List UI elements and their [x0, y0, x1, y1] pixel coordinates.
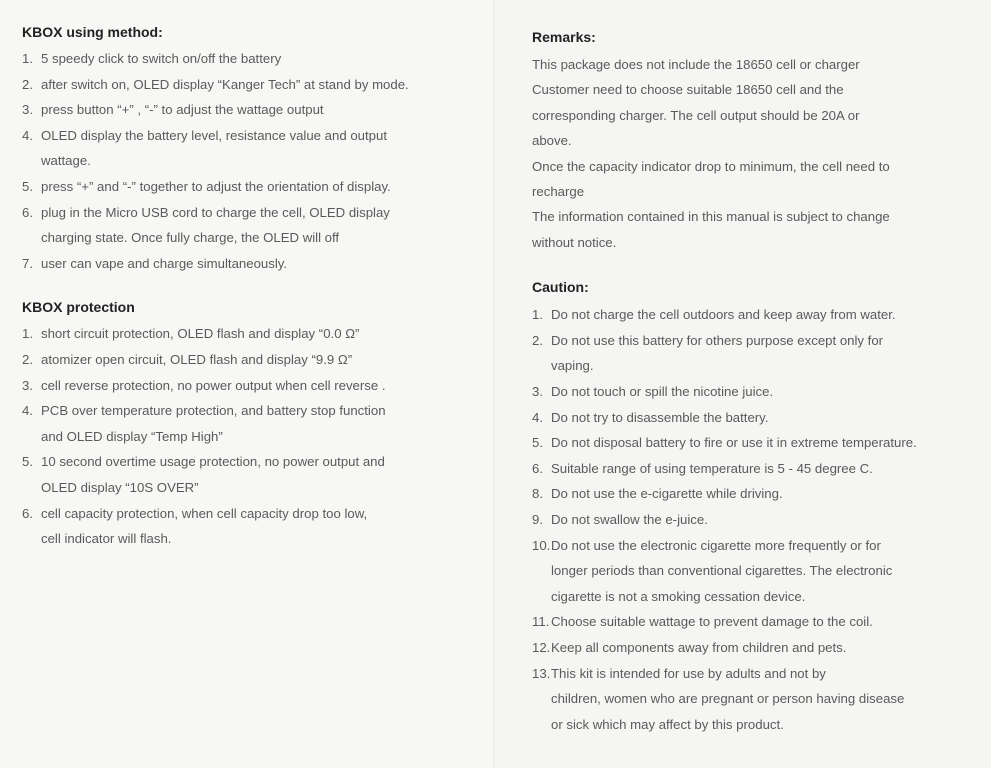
- list-item: [532, 481, 982, 507]
- remarks-line: Customer need to choose suitable 18650 cell and the: [532, 82, 844, 98]
- list-item-text: cigarette is not a smoking cessation device.: [551, 588, 806, 604]
- list-item-number: 4.: [532, 409, 543, 425]
- caution-title: Caution:: [532, 279, 589, 296]
- list-item-text: after switch on, OLED display “Kanger Tech” at stand by mode.: [41, 76, 409, 92]
- list-item-text: cell indicator will flash.: [41, 531, 172, 547]
- list-item: [532, 533, 982, 559]
- list-item-number: 2.: [22, 351, 33, 367]
- usage-list: [22, 46, 482, 276]
- list-item: [22, 123, 482, 149]
- list-item-text: cell reverse protection, no power output when cell reverse .: [41, 377, 386, 393]
- list-item-number: 3.: [22, 377, 33, 393]
- list-item-continuation: [532, 584, 982, 610]
- list-item-text: charging state. Once fully charge, the OLED will off: [41, 230, 340, 246]
- list-item: [532, 379, 982, 405]
- remarks-body: [532, 52, 982, 255]
- remarks-line: above.: [532, 133, 572, 149]
- list-item: [22, 72, 482, 98]
- list-item: [532, 661, 982, 687]
- list-item-number: 2.: [22, 76, 33, 92]
- remarks-line: corresponding charger. The cell output should be 20A or: [532, 107, 860, 123]
- list-item-continuation: [532, 353, 982, 379]
- list-item: [22, 398, 482, 424]
- list-item-text: atomizer open circuit, OLED flash and display “9.9 Ω”: [41, 351, 353, 367]
- list-item: [532, 456, 982, 482]
- list-item-text: Keep all components away from children and pets.: [551, 639, 847, 655]
- list-item-continuation: [532, 712, 982, 738]
- list-item-text: vaping.: [551, 358, 594, 374]
- list-item-text: wattage.: [41, 153, 91, 169]
- right-column: [532, 29, 982, 737]
- list-item-text: children, women who are pregnant or person having disease: [551, 691, 905, 707]
- list-item-number: 8.: [532, 486, 543, 502]
- list-item: [22, 97, 482, 123]
- list-item-text: user can vape and charge simultaneously.: [41, 255, 288, 271]
- list-item: [532, 430, 982, 456]
- remarks-line: without notice.: [532, 234, 617, 250]
- list-item-text: cell capacity protection, when cell capacity drop too low,: [41, 505, 368, 521]
- list-item: [22, 501, 482, 527]
- list-item: [532, 302, 982, 328]
- left-page: [0, 0, 495, 768]
- list-item-text: Do not use this battery for others purpose except only for: [551, 332, 884, 348]
- list-item-number: 12.: [532, 639, 551, 655]
- list-item-text: or sick which may affect by this product.: [551, 716, 784, 732]
- list-item: [532, 507, 982, 533]
- list-item: [22, 200, 482, 226]
- list-item-number: 9.: [532, 512, 543, 527]
- list-item-continuation: [22, 526, 482, 552]
- list-item-text: Do not use the electronic cigarette more frequently or for: [551, 537, 881, 553]
- list-item: [22, 373, 482, 399]
- list-item-text: 5 speedy click to switch on/off the battery: [41, 51, 282, 66]
- list-item-number: 6.: [22, 505, 33, 521]
- list-item-number: 11.: [532, 614, 550, 630]
- list-item: [22, 46, 482, 72]
- list-item-number: 6.: [22, 204, 33, 220]
- list-item-continuation: [22, 148, 482, 174]
- usage-title: KBOX using method:: [22, 24, 163, 40]
- list-item-text: and OLED display “Temp High”: [41, 428, 223, 444]
- list-item-text: Do not use the e-cigarette while driving.: [551, 486, 783, 502]
- list-item: [532, 405, 982, 431]
- list-item-text: press button “+” , “-” to adjust the wattage output: [41, 102, 324, 118]
- list-item-text: OLED display “10S OVER”: [41, 479, 199, 495]
- remarks-title: Remarks:: [532, 29, 596, 45]
- list-item: [22, 449, 482, 475]
- remarks-line: Once the capacity indicator drop to minimum, the cell need to: [532, 158, 890, 174]
- list-item-continuation: [532, 558, 982, 584]
- caution-list: [532, 302, 982, 737]
- list-item-number: 4.: [22, 403, 33, 419]
- list-item-text: Do not touch or spill the nicotine juice.: [551, 384, 774, 400]
- list-item-continuation: [22, 475, 482, 501]
- protection-list: [22, 321, 482, 551]
- list-item-text: Do not disposal battery to fire or use it in extreme temperature.: [551, 435, 917, 451]
- list-item-text: longer periods than conventional cigarettes. The electronic: [551, 563, 893, 579]
- list-item-number: 6.: [532, 460, 543, 476]
- list-item-number: 5.: [22, 178, 33, 194]
- list-item-continuation: [22, 424, 482, 450]
- list-item-text: OLED display the battery level, resistance value and output: [41, 127, 388, 143]
- list-item: [22, 251, 482, 277]
- list-item-number: 4.: [22, 127, 33, 143]
- list-item-text: Do not swallow the e-juice.: [551, 512, 708, 527]
- list-item-number: 3.: [532, 384, 543, 400]
- list-item-number: 5.: [22, 454, 33, 470]
- list-item-text: Suitable range of using temperature is 5 - 45 degree C.: [551, 460, 873, 476]
- list-item-text: Do not charge the cell outdoors and keep away from water.: [551, 307, 896, 323]
- list-item-text: short circuit protection, OLED flash and display “0.0 Ω”: [41, 326, 360, 342]
- right-page: [495, 0, 991, 768]
- list-item-number: 10.: [532, 537, 551, 553]
- list-item-number: 1.: [22, 51, 33, 66]
- list-item-number: 1.: [22, 326, 33, 342]
- remarks-line: recharge: [532, 184, 585, 200]
- list-item-number: 1.: [532, 307, 543, 323]
- list-item-continuation: [532, 686, 982, 712]
- list-item-text: Do not try to disassemble the battery.: [551, 409, 769, 425]
- list-item-text: press “+” and “-” together to adjust the orientation of display.: [41, 178, 391, 194]
- left-column: [22, 24, 482, 552]
- list-item-text: Choose suitable wattage to prevent damage to the coil.: [551, 614, 873, 630]
- list-item-number: 2.: [532, 332, 543, 348]
- list-item: [22, 321, 482, 347]
- list-item-continuation: [22, 225, 482, 251]
- remarks-line: The information contained in this manual is subject to change: [532, 209, 890, 225]
- list-item-number: 7.: [22, 255, 33, 271]
- list-item-text: PCB over temperature protection, and battery stop function: [41, 403, 386, 419]
- list-item-text: This kit is intended for use by adults and not by: [551, 665, 826, 681]
- list-item-number: 3.: [22, 102, 33, 118]
- remarks-line: This package does not include the 18650 cell or charger: [532, 57, 860, 72]
- list-item-text: 10 second overtime usage protection, no power output and: [41, 454, 385, 470]
- list-item: [22, 347, 482, 373]
- list-item-number: 13.: [532, 665, 551, 681]
- protection-title: KBOX protection: [22, 299, 135, 316]
- list-item: [532, 609, 982, 635]
- list-item: [22, 174, 482, 200]
- list-item-number: 5.: [532, 435, 543, 451]
- list-item-text: plug in the Micro USB cord to charge the cell, OLED display: [41, 204, 390, 220]
- list-item: [532, 635, 982, 661]
- list-item: [532, 328, 982, 354]
